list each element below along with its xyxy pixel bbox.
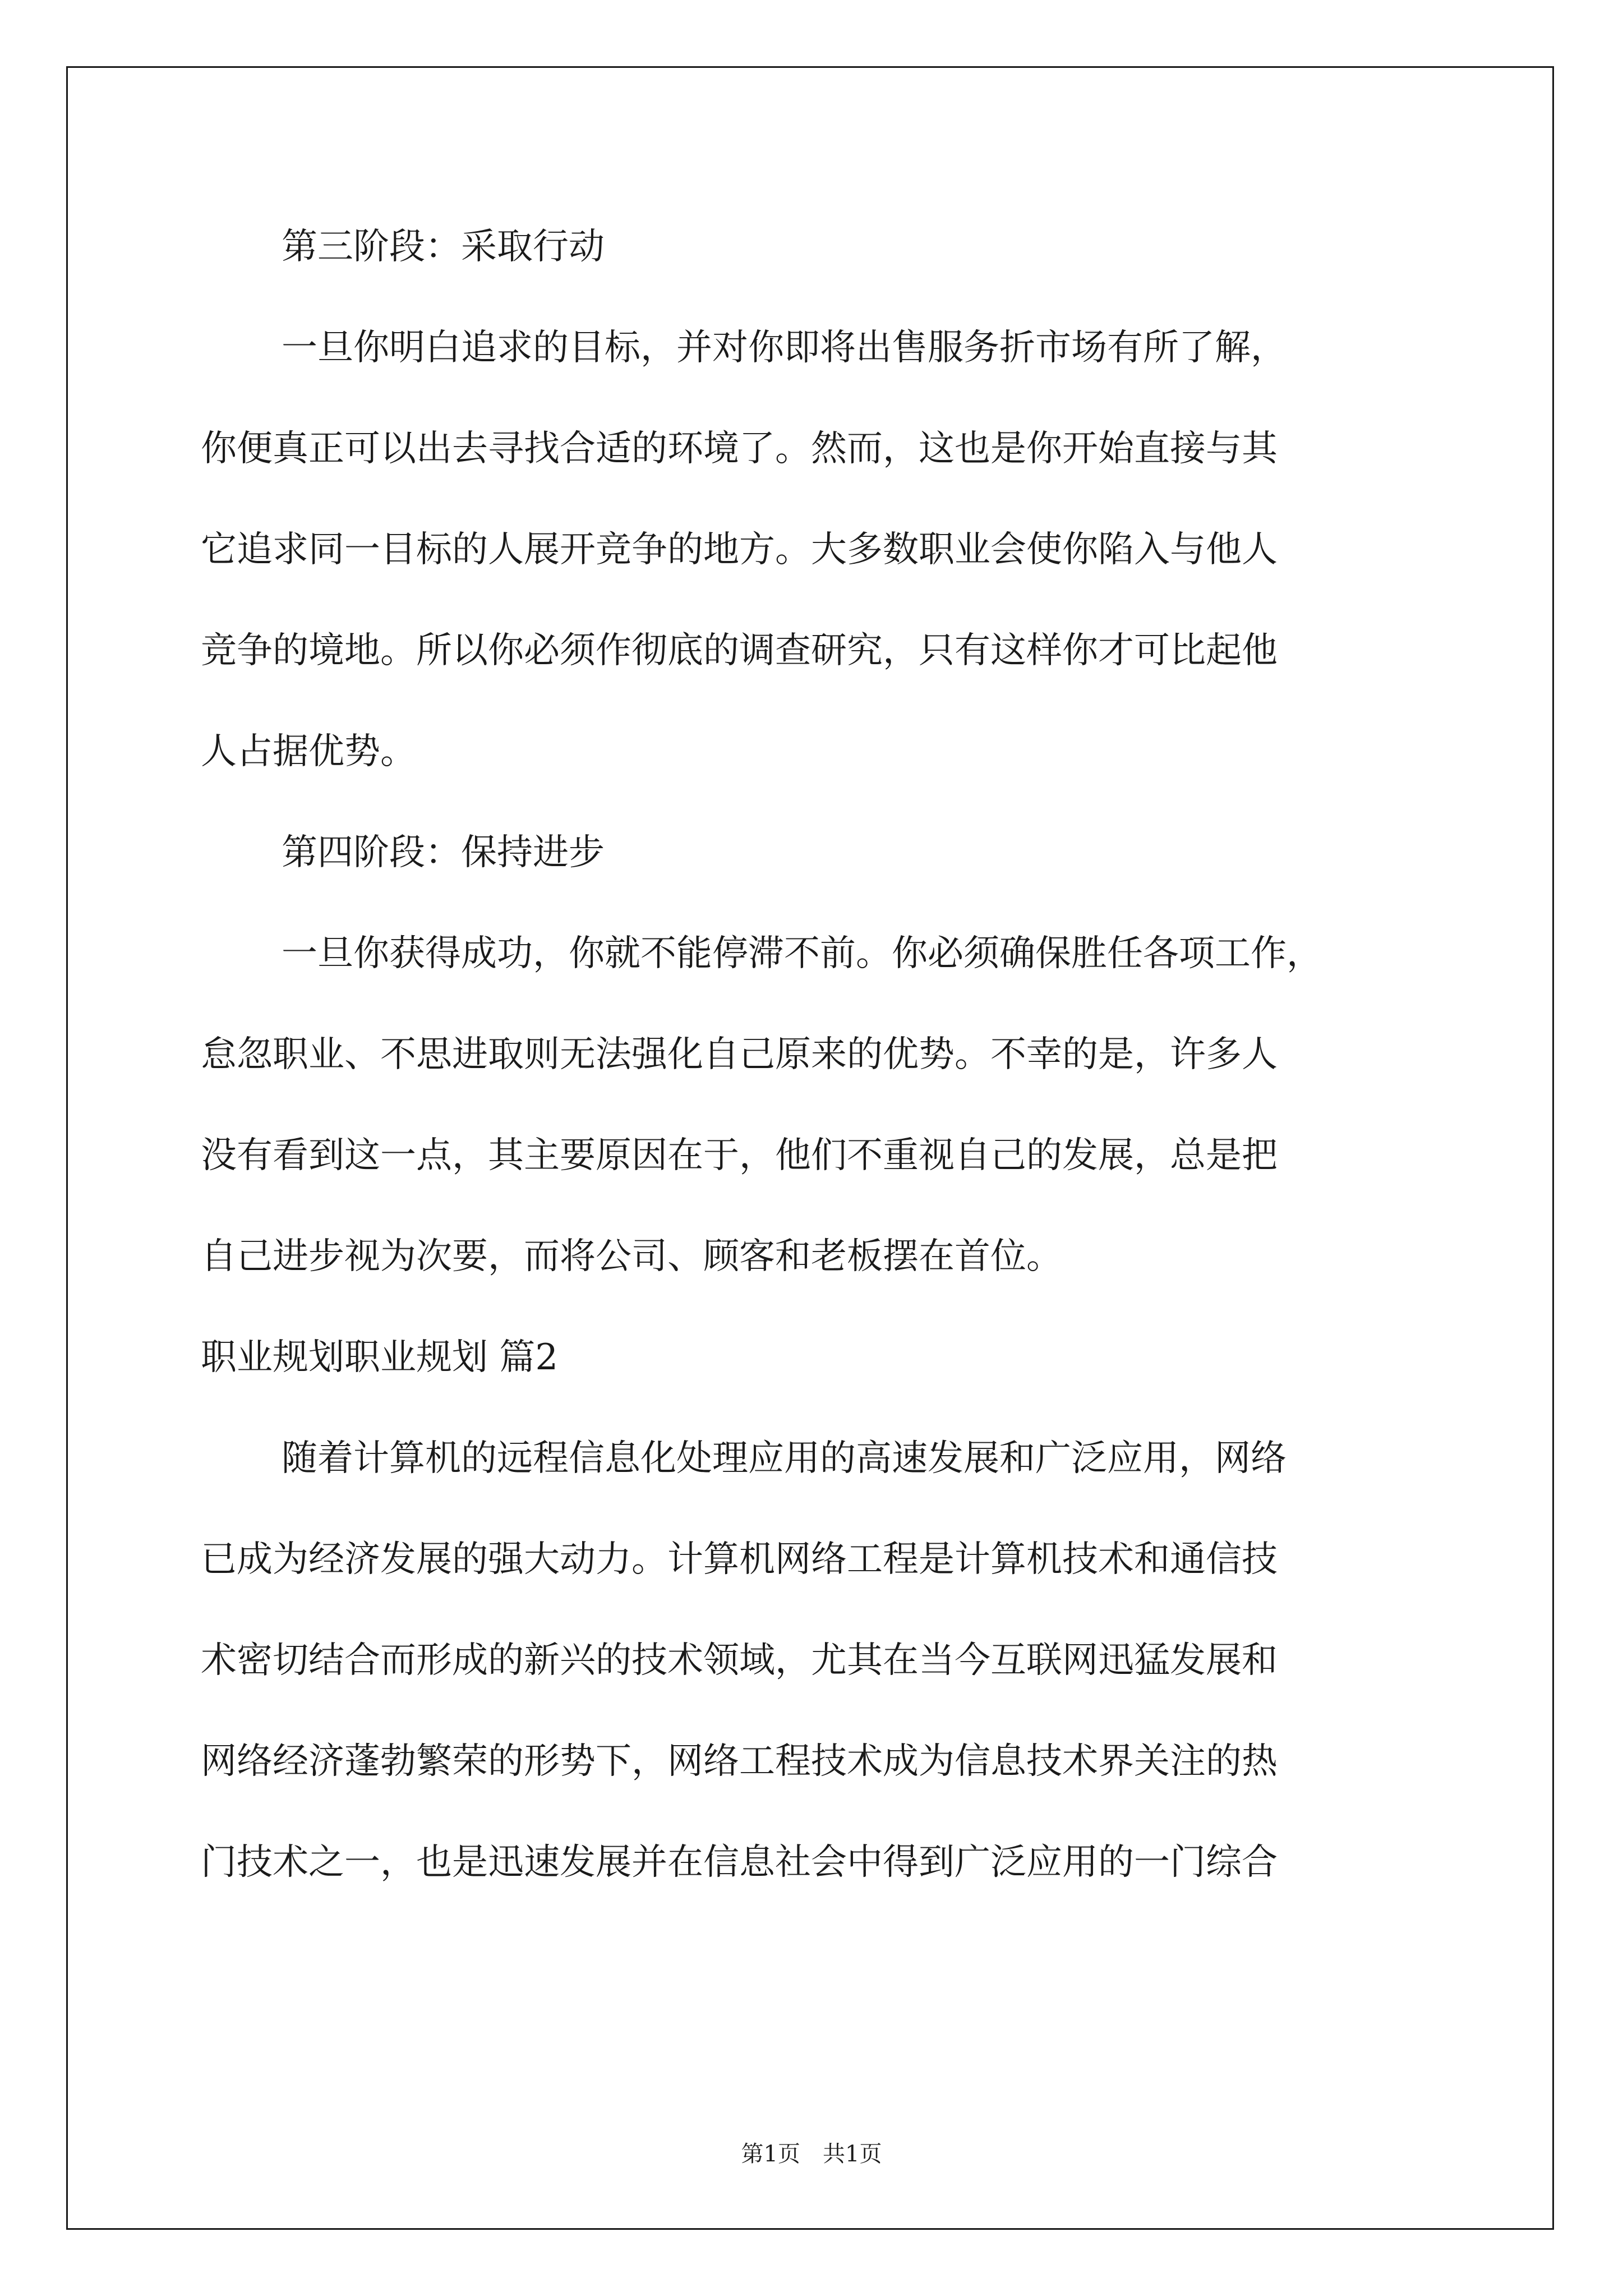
paragraph-line: 随着计算机的远程信息化处理应用的高速发展和广泛应用，网络 bbox=[282, 1438, 1287, 1479]
paragraph-line: 你便真正可以出去寻找合适的环境了。然而，这也是你开始直接与其 bbox=[201, 428, 1278, 470]
paragraph-line: 人占据优势。 bbox=[201, 731, 416, 772]
paragraph-line: 一旦你明白追求的目标，并对你即将出售服务折市场有所了解， bbox=[282, 327, 1287, 369]
paragraph-line: 门技术之一，也是迅速发展并在信息社会中得到广泛应用的一门综合 bbox=[201, 1842, 1278, 1883]
paragraph-line: 已成为经济发展的强大动力。计算机网络工程是计算机技术和通信技 bbox=[201, 1539, 1278, 1580]
paragraph-line: 术密切结合而形成的新兴的技术领域，尤其在当今互联网迅猛发展和 bbox=[201, 1640, 1278, 1681]
article-heading: 职业规划职业规划 篇2 bbox=[201, 1337, 559, 1378]
section-heading-stage-4: 第四阶段：保持进步 bbox=[282, 832, 605, 873]
paragraph-line: 网络经济蓬勃繁荣的形势下，网络工程技术成为信息技术界关注的热 bbox=[201, 1741, 1278, 1782]
paragraph-line: 自己进步视为次要，而将公司、顾客和老板摆在首位。 bbox=[201, 1236, 1062, 1277]
section-heading-stage-3: 第三阶段：采取行动 bbox=[282, 226, 605, 268]
page-footer: 第1页 共1页 bbox=[741, 2141, 882, 2167]
paragraph-line: 怠忽职业、不思进取则无法强化自己原来的优势。不幸的是，许多人 bbox=[201, 1034, 1278, 1075]
paragraph-line: 竞争的境地。所以你必须作彻底的调查研究，只有这样你才可比起他 bbox=[201, 630, 1278, 671]
paragraph-line: 一旦你获得成功，你就不能停滞不前。你必须确保胜任各项工作， bbox=[282, 933, 1322, 974]
paragraph-line: 没有看到这一点，其主要原因在于，他们不重视自己的发展，总是把 bbox=[201, 1135, 1278, 1176]
paragraph-line: 它追求同一目标的人展开竞争的地方。大多数职业会使你陷入与他人 bbox=[201, 529, 1278, 570]
